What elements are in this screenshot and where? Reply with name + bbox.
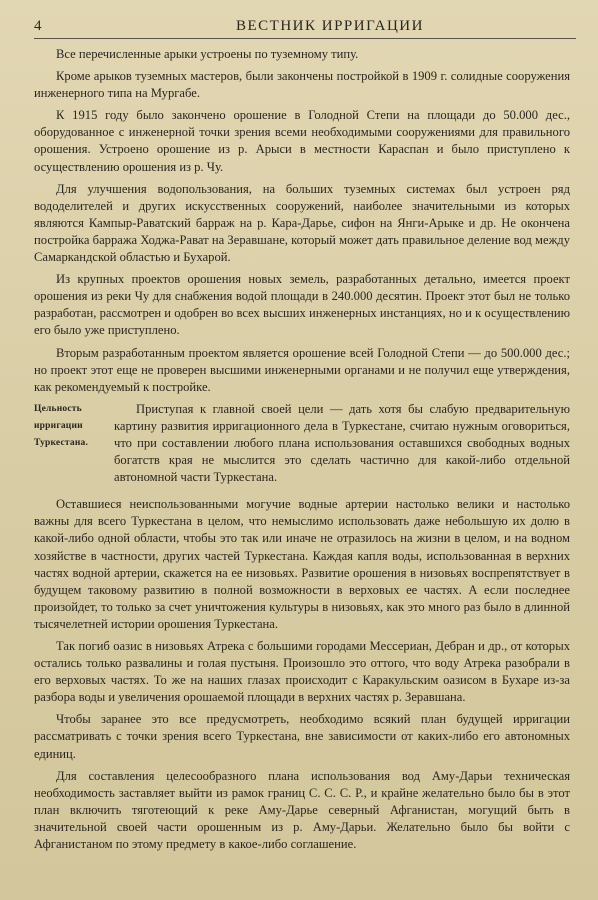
paragraph: Приступая к главной своей цели — дать хотя бы слабую предварительную картину развития ирригационного дела в Туркестане, считаю нужным оговориться, что при составлении любого плана использования оставшихся свободных водных богатств края не мыслится это сделать частично для какой-либо отдельной автономной части Туркестана.: [114, 401, 570, 485]
running-title: ВЕСТНИК ИРРИГАЦИИ: [236, 18, 424, 34]
page-header: [34, 16, 576, 39]
side-note-paragraph: [34, 401, 570, 491]
paragraph: Из крупных проектов орошения новых земель, разработанных детально, имеется проект орошения из реки Чу для снабжения водой площади в 240.000 десятин. Проект этот был не только разработан, рассмотрен и одобрен во всех высших инженерных инстанциях, но и к осуществлению его было уже приступлено.: [34, 272, 570, 338]
margin-note: Цельность ирригации Туркестана.: [34, 403, 89, 448]
paragraph: Для улучшения водопользования, на больших туземных системах был устроен ряд вододелителей и других искусственных сооружений, наиболее значительными из которых являются Кампыр-Раватский барраж на р. Кара-Дарье, сифон на Янги-Арыке и др. Не окончена постройка барража Ходжа-Рават на Зеравшане, который может дать правильное деление вод между Самаркандской областью и Бухарой.: [34, 181, 570, 265]
paragraph: Вторым разработанным проектом является орошение всей Голодной Степи — до 500.000 дес.; но проект этот еще не проверен высшими инженерными органами и не получил еще утверждения, как рекомендуемый к постройке.: [34, 345, 570, 394]
paragraph: Все перечисленные арыки устроены по туземному типу.: [56, 47, 359, 61]
paragraph: К 1915 году было закончено орошение в Голодной Степи на площади до 50.000 дес., оборудованное с инженерной точки зрения всеми необходимыми сооружениями для правильного орошения. Устроено орошение из р. Арыси в местности Караспан и было приступлено к осуществлению орошения из р. Чу.: [34, 108, 570, 174]
paragraph: Кроме арыков туземных мастеров, были закончены постройкой в 1909 г. солидные сооружения инженерного типа на Мургабе.: [34, 69, 570, 101]
paragraph: Чтобы заранее это все предусмотреть, необходимо всякий план будущей ирригации рассматривать с точки зрения всего Туркестана, вне зависимости от каких-либо его автономных единиц.: [34, 712, 570, 761]
paragraph: Оставшиеся неиспользованными могучие водные артерии настолько велики и настолько важны для всего Туркестана в целом, что немыслимо использовать даже небольшую их долю в какой-либо одной области, чтобы это так или иначе не отразилось на жизни в целом, и на водном хозяйстве в частности, других частей Туркестана. Каждая капля воды, использованная в верхних частях водной артерии, скажется на ее низовьях. Развитие орошения в низовьях воспрепятствует в будущем таковому развитию в полной возможности в верховых ее частях. А если последнее произойдет, то только за счет уничтожения культуры в низовьях, как это много раз было в длинной тысячелетней истории орошения Туркестана.: [34, 497, 570, 631]
body-text: [34, 46, 570, 858]
page-number: 4: [34, 18, 42, 34]
paragraph: Так погиб оазис в низовьях Атрека с большими городами Мессериан, Дебран и др., от которых остались только развалины и голая пустыня. Произошло это оттого, что воду Атрека разобрали в его верховых частях. То же на наших глазах происходит с Каракульским оазисом в Бухаре из-за разбора воды и увеличения орошаемой площади в верхних частях р. Зеравшана.: [34, 639, 570, 705]
paragraph: Для составления целесообразного плана использования вод Аму-Дарьи техническая необходимость заставляет выйти из рамок границ С. С. С. Р., и крайне желательно было бы в этот план включить тяготеющий к реке Аму-Дарье северный Афганистан, могущий быть в значительной своей части орошенным из р. Аму-Дарьи. Желательно было бы войти с Афганистаном по этому предмету в какое-либо соглашение.: [34, 768, 570, 852]
